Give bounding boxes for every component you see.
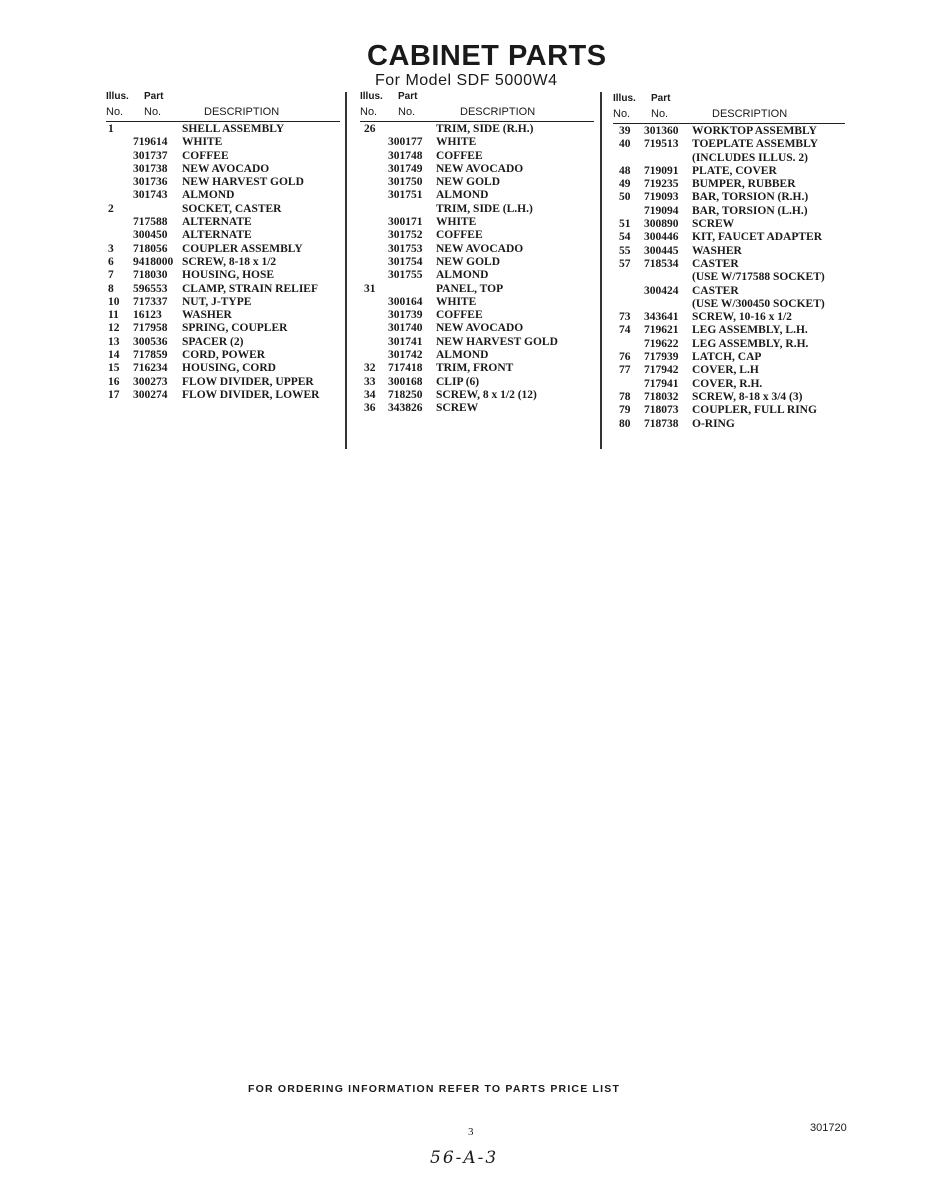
part-number: 300450 bbox=[133, 229, 168, 242]
illus-number: 55 bbox=[619, 244, 631, 257]
table-row bbox=[106, 243, 340, 256]
part-description: NEW HARVEST GOLD bbox=[182, 176, 304, 189]
part-number: 301754 bbox=[388, 255, 423, 268]
header-no: No. bbox=[398, 106, 416, 118]
table-row bbox=[613, 245, 845, 258]
parts-list bbox=[106, 123, 340, 402]
header-description: DESCRIPTION bbox=[460, 106, 536, 118]
illus-number: 40 bbox=[619, 138, 631, 151]
part-number: 717588 bbox=[133, 216, 168, 229]
parts-column-1 bbox=[106, 91, 340, 402]
part-number: 301741 bbox=[388, 335, 423, 348]
table-row bbox=[106, 376, 340, 389]
model-subtitle: For Model SDF 5000W4 bbox=[375, 72, 558, 89]
illus-number: 7 bbox=[108, 269, 114, 282]
table-row bbox=[613, 178, 845, 191]
part-description: HOUSING, HOSE bbox=[182, 269, 275, 282]
illus-number: 15 bbox=[108, 362, 120, 375]
table-row bbox=[106, 389, 340, 402]
part-description: NEW AVOCADO bbox=[436, 162, 524, 175]
header-part: Part bbox=[398, 91, 418, 102]
illus-number: 74 bbox=[619, 324, 631, 337]
part-number: 719513 bbox=[644, 138, 679, 151]
part-description: SPACER (2) bbox=[182, 335, 244, 348]
part-number: 717941 bbox=[644, 377, 679, 390]
table-row bbox=[613, 378, 845, 391]
illus-number: 31 bbox=[364, 282, 376, 295]
part-description: LEG ASSEMBLY, L.H. bbox=[692, 324, 808, 337]
part-number: 718030 bbox=[133, 269, 168, 282]
column-divider-left bbox=[345, 92, 347, 449]
part-number: 719622 bbox=[644, 337, 679, 350]
header-description: DESCRIPTION bbox=[204, 106, 280, 118]
illus-number: 6 bbox=[108, 255, 114, 268]
table-row bbox=[613, 364, 845, 377]
part-number: 300536 bbox=[133, 335, 168, 348]
page-number: 3 bbox=[468, 1126, 474, 1138]
table-row bbox=[613, 285, 845, 298]
part-description: NEW AVOCADO bbox=[182, 162, 270, 175]
table-row bbox=[360, 376, 594, 389]
part-description: HOUSING, CORD bbox=[182, 362, 276, 375]
table-row bbox=[360, 389, 594, 402]
table-row bbox=[613, 338, 845, 351]
part-description: WHITE bbox=[436, 216, 477, 229]
part-number: 717418 bbox=[388, 362, 423, 375]
table-row bbox=[613, 165, 845, 178]
part-description: COFFEE bbox=[436, 309, 483, 322]
illus-number: 10 bbox=[108, 295, 120, 308]
part-number: 718534 bbox=[644, 257, 679, 270]
part-number: 301749 bbox=[388, 162, 423, 175]
part-description: PLATE, COVER bbox=[692, 164, 777, 177]
table-row bbox=[106, 349, 340, 362]
part-description: NEW HARVEST GOLD bbox=[436, 335, 558, 348]
illus-number: 54 bbox=[619, 231, 631, 244]
part-description: COUPLER, FULL RING bbox=[692, 404, 817, 417]
part-number: 718073 bbox=[644, 404, 679, 417]
header-no: No. bbox=[144, 106, 162, 118]
table-row bbox=[106, 283, 340, 296]
table-row bbox=[360, 189, 594, 202]
part-number: 300424 bbox=[644, 284, 679, 297]
illus-number: 48 bbox=[619, 164, 631, 177]
part-number: 719093 bbox=[644, 191, 679, 204]
illus-number: 51 bbox=[619, 218, 631, 231]
part-number: 717942 bbox=[644, 364, 679, 377]
part-number: 301751 bbox=[388, 189, 423, 202]
part-description: CLAMP, STRAIN RELIEF bbox=[182, 282, 319, 295]
part-number: 300446 bbox=[644, 231, 679, 244]
part-description: LEG ASSEMBLY, R.H. bbox=[692, 337, 809, 350]
illus-number: 39 bbox=[619, 125, 631, 137]
table-row bbox=[613, 298, 845, 311]
table-row bbox=[613, 391, 845, 404]
table-row bbox=[613, 351, 845, 364]
part-number: 300177 bbox=[388, 136, 423, 149]
part-description: ALMOND bbox=[436, 189, 489, 202]
part-description: LATCH, CAP bbox=[692, 351, 762, 364]
illus-number: 12 bbox=[108, 322, 120, 335]
table-row bbox=[360, 243, 594, 256]
part-description: WHITE bbox=[436, 136, 477, 149]
table-row bbox=[360, 150, 594, 163]
part-description: SCREW, 10-16 x 1/2 bbox=[692, 311, 792, 324]
table-row bbox=[613, 152, 845, 165]
part-description: COFFEE bbox=[436, 149, 483, 162]
part-number: 300273 bbox=[133, 375, 168, 388]
illus-number: 57 bbox=[619, 257, 631, 270]
part-number: 301752 bbox=[388, 229, 423, 242]
table-row bbox=[360, 123, 594, 136]
table-row bbox=[613, 324, 845, 337]
table-row bbox=[613, 404, 845, 417]
column-divider-right bbox=[600, 92, 602, 449]
table-row bbox=[360, 362, 594, 375]
part-description: WASHER bbox=[692, 244, 742, 257]
part-description: TRIM, SIDE (R.H.) bbox=[436, 123, 534, 135]
part-description: NEW GOLD bbox=[436, 255, 501, 268]
part-description: SCREW bbox=[692, 218, 735, 231]
part-description: O-RING bbox=[692, 417, 735, 430]
table-row bbox=[360, 163, 594, 176]
part-description: ALMOND bbox=[436, 349, 489, 362]
header-illus: Illus. bbox=[360, 91, 383, 102]
illus-number: 78 bbox=[619, 390, 631, 403]
part-description: ALTERNATE bbox=[182, 216, 252, 229]
part-description: FLOW DIVIDER, LOWER bbox=[182, 388, 320, 401]
part-number: 301740 bbox=[388, 322, 423, 335]
part-description: WASHER bbox=[182, 309, 232, 322]
table-row bbox=[613, 311, 845, 324]
part-number: 301743 bbox=[133, 189, 168, 202]
table-row bbox=[106, 136, 340, 149]
table-row bbox=[360, 309, 594, 322]
table-row bbox=[360, 296, 594, 309]
part-description: COVER, L.H bbox=[692, 364, 759, 377]
part-description: CORD, POWER bbox=[182, 349, 266, 362]
illus-number: 76 bbox=[619, 351, 631, 364]
part-number: 716234 bbox=[133, 362, 168, 375]
part-description: SCREW bbox=[436, 402, 479, 415]
part-number: 300890 bbox=[644, 218, 679, 231]
illus-number: 8 bbox=[108, 282, 114, 295]
table-row bbox=[106, 189, 340, 202]
table-row bbox=[106, 256, 340, 269]
header-illus: Illus. bbox=[106, 91, 129, 102]
part-description: NEW GOLD bbox=[436, 176, 501, 189]
part-number: 301753 bbox=[388, 242, 423, 255]
part-number: 718738 bbox=[644, 417, 679, 430]
table-row bbox=[360, 283, 594, 296]
part-number: 719094 bbox=[644, 204, 679, 217]
part-description: CASTER bbox=[692, 257, 739, 270]
ordering-info-footer: FOR ORDERING INFORMATION REFER TO PARTS PRICE LIST bbox=[248, 1083, 621, 1095]
column-header-top bbox=[360, 91, 594, 105]
part-description: ALMOND bbox=[182, 189, 235, 202]
illus-number: 32 bbox=[364, 362, 376, 375]
header-no: No. bbox=[613, 108, 631, 120]
part-description: WHITE bbox=[182, 136, 223, 149]
table-row bbox=[613, 191, 845, 204]
part-description: COVER, R.H. bbox=[692, 377, 763, 390]
part-number: 301750 bbox=[388, 176, 423, 189]
part-number: 301748 bbox=[388, 149, 423, 162]
part-number: 300171 bbox=[388, 216, 423, 229]
part-description: SCREW, 8-18 x 3/4 (3) bbox=[692, 390, 803, 403]
part-number: 301360 bbox=[644, 125, 679, 137]
part-number: 719091 bbox=[644, 164, 679, 177]
part-description: PANEL, TOP bbox=[436, 282, 504, 295]
column-header-bottom bbox=[613, 107, 845, 124]
table-row bbox=[360, 349, 594, 362]
table-row bbox=[360, 216, 594, 229]
header-part: Part bbox=[144, 91, 164, 102]
illus-number: 79 bbox=[619, 404, 631, 417]
table-row bbox=[360, 136, 594, 149]
part-description: WORKTOP ASSEMBLY bbox=[692, 125, 817, 137]
part-description: NEW AVOCADO bbox=[436, 242, 524, 255]
parts-list bbox=[613, 125, 845, 431]
part-number: 719621 bbox=[644, 324, 679, 337]
table-row bbox=[613, 125, 845, 138]
part-description: COUPLER ASSEMBLY bbox=[182, 242, 303, 255]
column-header-top bbox=[613, 93, 845, 107]
column-header-bottom bbox=[360, 105, 594, 122]
part-number: 301738 bbox=[133, 162, 168, 175]
part-description: (INCLUDES ILLUS. 2) bbox=[692, 151, 808, 164]
part-number: 717939 bbox=[644, 351, 679, 364]
part-description: SCREW, 8-18 x 1/2 bbox=[182, 255, 277, 268]
part-description: TRIM, FRONT bbox=[436, 362, 514, 375]
part-description: NUT, J-TYPE bbox=[182, 295, 252, 308]
part-number: 717859 bbox=[133, 349, 168, 362]
part-number: 596553 bbox=[133, 282, 168, 295]
illus-number: 3 bbox=[108, 242, 114, 255]
part-description: COFFEE bbox=[182, 149, 229, 162]
illus-number: 14 bbox=[108, 349, 120, 362]
header-no: No. bbox=[651, 108, 669, 120]
part-description: (USE W/300450 SOCKET) bbox=[692, 297, 825, 310]
handwritten-note: 56-A-3 bbox=[430, 1148, 499, 1168]
table-row bbox=[106, 229, 340, 242]
part-description: SHELL ASSEMBLY bbox=[182, 123, 285, 135]
table-row bbox=[613, 271, 845, 284]
part-number: 717337 bbox=[133, 295, 168, 308]
page-title: CABINET PARTS bbox=[367, 40, 607, 72]
part-description: BAR, TORSION (L.H.) bbox=[692, 204, 808, 217]
table-row bbox=[106, 150, 340, 163]
header-illus: Illus. bbox=[613, 93, 636, 104]
illus-number: 11 bbox=[108, 309, 119, 322]
part-number: 9418000 bbox=[133, 255, 174, 268]
part-number: 719235 bbox=[644, 178, 679, 191]
table-row bbox=[360, 322, 594, 335]
part-number: 301736 bbox=[133, 176, 168, 189]
header-no: No. bbox=[360, 106, 378, 118]
parts-list bbox=[360, 123, 594, 416]
illus-number: 50 bbox=[619, 191, 631, 204]
part-number: 300164 bbox=[388, 295, 423, 308]
parts-column-3 bbox=[613, 93, 845, 431]
table-row bbox=[106, 216, 340, 229]
document-number: 301720 bbox=[810, 1122, 847, 1134]
part-number: 301739 bbox=[388, 309, 423, 322]
part-description: SPRING, COUPLER bbox=[182, 322, 288, 335]
illus-number: 77 bbox=[619, 364, 631, 377]
part-description: BAR, TORSION (R.H.) bbox=[692, 191, 809, 204]
header-description: DESCRIPTION bbox=[712, 108, 788, 120]
table-row bbox=[360, 203, 594, 216]
part-number: 718250 bbox=[388, 388, 423, 401]
part-description: SCREW, 8 x 1/2 (12) bbox=[436, 388, 537, 401]
table-row bbox=[106, 176, 340, 189]
part-description: FLOW DIVIDER, UPPER bbox=[182, 375, 314, 388]
illus-number: 17 bbox=[108, 388, 120, 401]
table-row bbox=[360, 256, 594, 269]
part-number: 717958 bbox=[133, 322, 168, 335]
part-number: 300445 bbox=[644, 244, 679, 257]
part-number: 301737 bbox=[133, 149, 168, 162]
part-description: CASTER bbox=[692, 284, 739, 297]
table-row bbox=[106, 123, 340, 136]
column-header-top bbox=[106, 91, 340, 105]
illus-number: 49 bbox=[619, 178, 631, 191]
header-no: No. bbox=[106, 106, 124, 118]
illus-number: 26 bbox=[364, 123, 376, 135]
illus-number: 1 bbox=[108, 123, 114, 135]
table-row bbox=[613, 231, 845, 244]
table-row bbox=[613, 205, 845, 218]
table-row bbox=[106, 269, 340, 282]
table-row bbox=[106, 309, 340, 322]
table-row bbox=[106, 362, 340, 375]
table-row bbox=[106, 296, 340, 309]
part-number: 719614 bbox=[133, 136, 168, 149]
part-number: 301755 bbox=[388, 269, 423, 282]
part-number: 301742 bbox=[388, 349, 423, 362]
table-row bbox=[106, 322, 340, 335]
part-description: TOEPLATE ASSEMBLY bbox=[692, 138, 819, 151]
illus-number: 16 bbox=[108, 375, 120, 388]
illus-number: 2 bbox=[108, 202, 114, 215]
table-row bbox=[360, 176, 594, 189]
illus-number: 33 bbox=[364, 375, 376, 388]
part-description: BUMPER, RUBBER bbox=[692, 178, 796, 191]
illus-number: 36 bbox=[364, 402, 376, 415]
part-description: CLIP (6) bbox=[436, 375, 480, 388]
parts-column-2 bbox=[360, 91, 594, 416]
part-description: SOCKET, CASTER bbox=[182, 202, 282, 215]
part-number: 718056 bbox=[133, 242, 168, 255]
table-row bbox=[106, 203, 340, 216]
part-description: COFFEE bbox=[436, 229, 483, 242]
part-number: 343641 bbox=[644, 311, 679, 324]
illus-number: 34 bbox=[364, 388, 376, 401]
table-row bbox=[613, 218, 845, 231]
table-row bbox=[613, 138, 845, 151]
column-header-bottom bbox=[106, 105, 340, 122]
table-row bbox=[613, 418, 845, 431]
illus-number: 80 bbox=[619, 417, 631, 430]
part-description: (USE W/717588 SOCKET) bbox=[692, 271, 825, 284]
illus-number: 13 bbox=[108, 335, 120, 348]
table-row bbox=[360, 269, 594, 282]
header-part: Part bbox=[651, 93, 671, 104]
table-row bbox=[106, 336, 340, 349]
part-number: 718032 bbox=[644, 390, 679, 403]
part-description: KIT, FAUCET ADAPTER bbox=[692, 231, 823, 244]
part-number: 300274 bbox=[133, 388, 168, 401]
part-description: TRIM, SIDE (L.H.) bbox=[436, 202, 533, 215]
part-description: WHITE bbox=[436, 295, 477, 308]
table-row bbox=[613, 258, 845, 271]
table-row bbox=[360, 229, 594, 242]
illus-number: 73 bbox=[619, 311, 631, 324]
part-description: ALMOND bbox=[436, 269, 489, 282]
table-row bbox=[106, 163, 340, 176]
table-row bbox=[360, 402, 594, 415]
table-row bbox=[360, 336, 594, 349]
part-description: ALTERNATE bbox=[182, 229, 252, 242]
part-number: 343826 bbox=[388, 402, 423, 415]
part-number: 16123 bbox=[133, 309, 162, 322]
part-description: NEW AVOCADO bbox=[436, 322, 524, 335]
part-number: 300168 bbox=[388, 375, 423, 388]
